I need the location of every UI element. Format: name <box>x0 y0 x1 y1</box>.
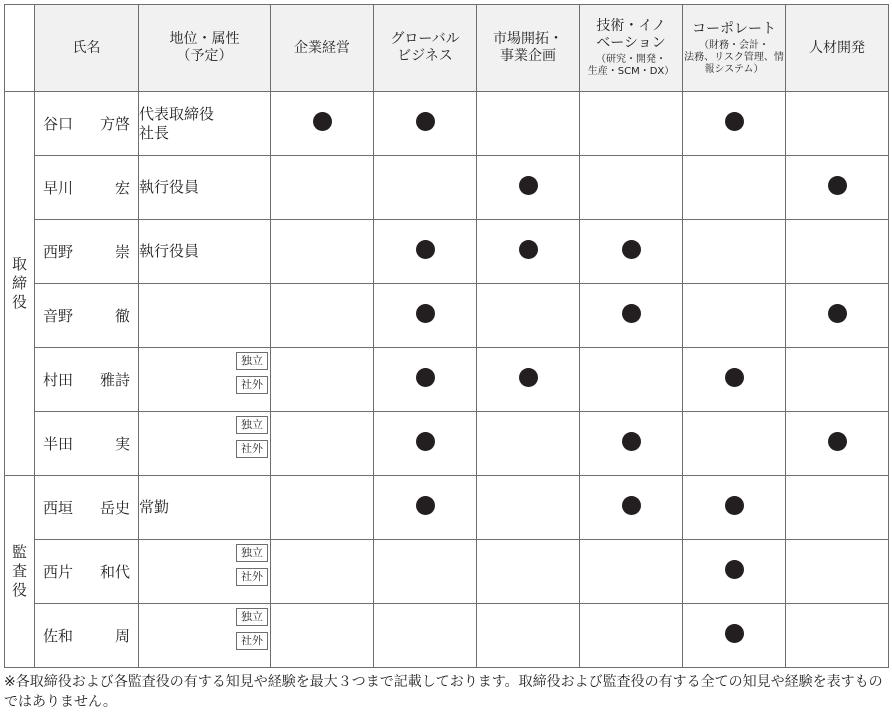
filled-circle-icon <box>828 304 847 323</box>
filled-circle-icon <box>519 176 538 195</box>
skill-cell <box>786 92 889 156</box>
header-corner <box>5 5 35 92</box>
skill-matrix-table <box>4 4 889 668</box>
skill-cell <box>580 604 683 668</box>
table-row <box>5 92 889 156</box>
role-line: 執行役員 <box>139 178 200 196</box>
independent-badge: 独立 <box>236 416 268 434</box>
header-skill-global <box>374 5 477 92</box>
skill-cell <box>786 156 889 220</box>
footnote: ※各取締役および各監査役の有する知見や経験を最大３つまで記載しております。取締役および監査役の有する全ての知見や経験を表すものではありません。 <box>4 674 883 710</box>
person-role <box>139 412 271 476</box>
table-row <box>5 284 889 348</box>
skill-cell <box>374 604 477 668</box>
surname: 佐和 <box>43 627 74 645</box>
skill-cell <box>786 476 889 540</box>
filled-circle-icon <box>622 240 641 259</box>
header-skill-sub: （研究・開発・ 生産・SCM・DX） <box>587 54 675 77</box>
skill-cell <box>683 348 786 412</box>
filled-circle-icon <box>416 368 435 387</box>
role-line: 代表取締役 <box>139 104 215 123</box>
surname: 早川 <box>43 179 74 197</box>
filled-circle-icon <box>519 368 538 387</box>
table-row <box>5 604 889 668</box>
person-role <box>139 348 271 412</box>
skill-cell <box>683 284 786 348</box>
independent-badge: 独立 <box>236 544 268 562</box>
group-label-directors <box>5 92 35 476</box>
skill-cell <box>786 284 889 348</box>
skill-cell <box>683 156 786 220</box>
given-name: 和代 <box>99 563 130 581</box>
header-skill-hr <box>786 5 889 92</box>
outside-badge: 社外 <box>236 440 268 458</box>
header-skill-label: 事業企画 <box>500 48 556 64</box>
header-skill-label: 人材開発 <box>809 39 865 56</box>
outside-badge: 社外 <box>236 632 268 650</box>
skill-cell <box>580 284 683 348</box>
filled-circle-icon <box>416 496 435 515</box>
filled-circle-icon <box>725 624 744 643</box>
filled-circle-icon <box>622 432 641 451</box>
person-name <box>35 284 139 348</box>
header-skill-label: グローバル <box>390 31 460 47</box>
surname: 半田 <box>43 435 74 453</box>
person-name <box>35 540 139 604</box>
person-role <box>139 156 271 220</box>
skill-cell <box>786 348 889 412</box>
independent-badge: 独立 <box>236 608 268 626</box>
skill-cell <box>271 604 374 668</box>
given-name: 崇 <box>114 243 130 261</box>
skill-cell <box>580 92 683 156</box>
skill-cell <box>786 220 889 284</box>
surname: 西野 <box>43 243 74 261</box>
outside-badge: 社外 <box>236 568 268 586</box>
person-role <box>139 92 271 156</box>
filled-circle-icon <box>828 432 847 451</box>
given-name: 雅詩 <box>99 371 130 389</box>
filled-circle-icon <box>313 112 332 131</box>
skill-cell <box>683 412 786 476</box>
skill-cell <box>374 220 477 284</box>
attribute-badges <box>236 608 268 650</box>
filled-circle-icon <box>622 304 641 323</box>
given-name: 周 <box>114 627 130 645</box>
skill-cell <box>477 92 580 156</box>
skill-cell <box>683 476 786 540</box>
skill-cell <box>683 604 786 668</box>
skill-cell <box>580 412 683 476</box>
header-position-line2: （予定） <box>176 48 233 64</box>
surname: 谷口 <box>43 115 74 133</box>
skill-cell <box>374 284 477 348</box>
attribute-badges <box>236 416 268 458</box>
table-row <box>5 156 889 220</box>
given-name: 宏 <box>114 179 130 197</box>
skill-cell <box>580 156 683 220</box>
person-name <box>35 220 139 284</box>
person-name <box>35 604 139 668</box>
skill-cell <box>374 476 477 540</box>
person-role <box>139 540 271 604</box>
header-skill-label: コーポレート <box>692 20 776 37</box>
skill-cell <box>374 92 477 156</box>
filled-circle-icon <box>416 112 435 131</box>
given-name: 方啓 <box>99 115 130 133</box>
person-name <box>35 476 139 540</box>
role-line: 執行役員 <box>139 242 200 260</box>
filled-circle-icon <box>725 368 744 387</box>
person-name <box>35 348 139 412</box>
filled-circle-icon <box>725 112 744 131</box>
header-position-line1: 地位・属性 <box>169 31 240 47</box>
filled-circle-icon <box>519 240 538 259</box>
skill-cell <box>477 604 580 668</box>
filled-circle-icon <box>416 432 435 451</box>
skill-cell <box>271 220 374 284</box>
table-row <box>5 412 889 476</box>
table-row <box>5 348 889 412</box>
header-skill-corporate <box>683 5 786 92</box>
filled-circle-icon <box>725 560 744 579</box>
person-name <box>35 92 139 156</box>
surname: 西垣 <box>43 499 74 517</box>
person-name <box>35 156 139 220</box>
skill-cell <box>683 220 786 284</box>
skill-cell <box>477 220 580 284</box>
table-row <box>5 220 889 284</box>
header-skill-technology <box>580 5 683 92</box>
skill-cell <box>271 412 374 476</box>
skill-cell <box>580 476 683 540</box>
skill-cell <box>374 156 477 220</box>
surname: 西片 <box>43 563 74 581</box>
skill-cell <box>271 92 374 156</box>
filled-circle-icon <box>725 496 744 515</box>
skill-cell <box>477 412 580 476</box>
header-skill-market <box>477 5 580 92</box>
role-line: 常勤 <box>139 498 170 516</box>
outside-badge: 社外 <box>236 376 268 394</box>
surname: 音野 <box>43 307 74 325</box>
skill-cell <box>271 284 374 348</box>
attribute-badges <box>236 544 268 586</box>
person-role <box>139 284 271 348</box>
skill-cell <box>477 156 580 220</box>
header-skill-label: 市場開拓・ <box>493 31 563 47</box>
person-role <box>139 476 271 540</box>
given-name: 岳史 <box>99 499 130 517</box>
table-row <box>5 540 889 604</box>
skill-cell <box>683 540 786 604</box>
skill-cell <box>477 476 580 540</box>
filled-circle-icon <box>828 176 847 195</box>
skill-cell <box>271 476 374 540</box>
skill-cell <box>271 540 374 604</box>
group-label-text: 監査役 <box>11 543 27 599</box>
skill-cell <box>580 540 683 604</box>
header-skill-management <box>271 5 374 92</box>
skill-cell <box>477 348 580 412</box>
header-skill-label: 企業経営 <box>294 39 350 56</box>
skill-cell <box>786 540 889 604</box>
skill-cell <box>580 220 683 284</box>
independent-badge: 独立 <box>236 352 268 370</box>
header-skill-label: 技術・イノ <box>596 18 666 34</box>
skill-cell <box>683 92 786 156</box>
group-label-text: 取締役 <box>11 255 27 311</box>
header-name: 氏名 <box>35 5 139 92</box>
header-skill-label: ベーション <box>596 35 666 51</box>
header-skill-sub: （財務・会計・ 法務、リスク管理、情報システム） <box>684 39 784 75</box>
given-name: 実 <box>114 435 130 453</box>
skill-cell <box>477 284 580 348</box>
skill-cell <box>580 348 683 412</box>
skill-cell <box>786 604 889 668</box>
group-label-auditors <box>5 476 35 668</box>
person-name <box>35 412 139 476</box>
given-name: 徹 <box>114 307 130 325</box>
person-role <box>139 604 271 668</box>
surname: 村田 <box>43 371 74 389</box>
skill-cell <box>374 540 477 604</box>
skill-cell <box>271 348 374 412</box>
skill-cell <box>477 540 580 604</box>
header-skill-label: ビジネス <box>397 48 453 64</box>
skill-cell <box>271 156 374 220</box>
filled-circle-icon <box>622 496 641 515</box>
filled-circle-icon <box>416 240 435 259</box>
attribute-badges <box>236 352 268 394</box>
header-row <box>5 5 889 92</box>
skill-cell <box>786 412 889 476</box>
person-role <box>139 220 271 284</box>
skill-cell <box>374 348 477 412</box>
filled-circle-icon <box>416 304 435 323</box>
role-line: 社長 <box>139 123 170 142</box>
header-position <box>139 5 271 92</box>
skill-cell <box>374 412 477 476</box>
table-row <box>5 476 889 540</box>
